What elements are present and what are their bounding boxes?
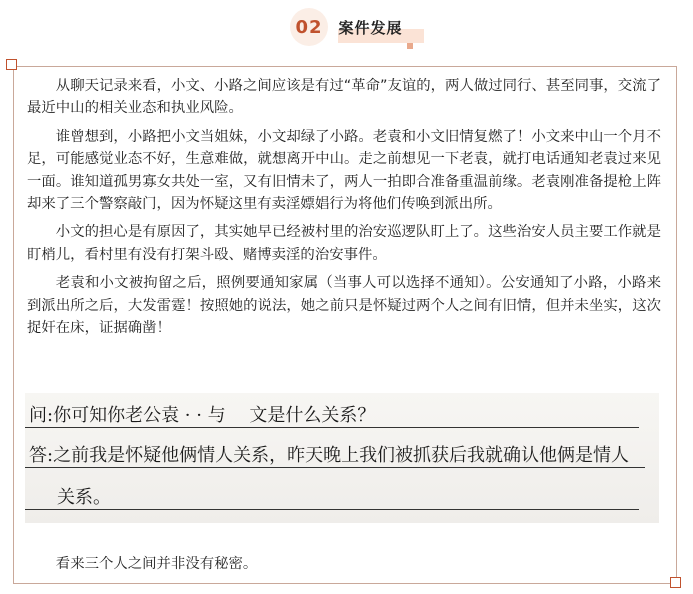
article-body bbox=[27, 75, 661, 345]
transcript-rule bbox=[25, 467, 645, 468]
section-number-badge bbox=[290, 8, 330, 46]
section-title-wrap bbox=[338, 17, 402, 38]
transcript-question: 问:你可知你老公袁 · · 与 文是什么关系？ bbox=[29, 405, 376, 426]
paragraph: 从聊天记录来看，小文、小路之间应该是有过“革命”友谊的，两人做过同行、甚至同事，交流了最近中山的相关业态和执业风险。 bbox=[27, 78, 661, 117]
section-title-dot bbox=[407, 43, 413, 49]
transcript-rule bbox=[25, 427, 639, 428]
paragraph: 小文的担心是有原因了，其实她早已经被村里的治安巡逻队盯上了。这些治安人员主要工作就是盯梢儿，看村里有没有打架斗殴、赌博卖淫的治安事件。 bbox=[27, 224, 661, 263]
transcript-answer-continued: 关系。 bbox=[57, 487, 111, 508]
frame-corner-top-left bbox=[6, 59, 17, 70]
transcript-answer: 答:之前我是怀疑他俩情人关系，昨天晚上我们被抓获后我就确认他俩是情人 bbox=[29, 445, 630, 466]
section-title: 案件发展 bbox=[338, 18, 403, 37]
transcript-photo bbox=[25, 393, 659, 523]
section-number: 02 bbox=[295, 17, 323, 38]
frame-corner-bottom-right bbox=[670, 577, 681, 588]
section-header bbox=[0, 8, 693, 46]
paragraph: 谁曾想到，小路把小文当姐妹，小文却绿了小路。老袁和小文旧情复燃了！小文来中山一个月不足，可能感觉业态不好，生意难做，就想离开中山。走之前想见一下老袁，就打电话通知老袁过来见一面。谁知道孤男寡女共处一室，又有旧情未了，两人一拍即合准备重温前缘。老袁刚准备提枪上阵却来了三个警察敲门，因为怀疑这里有卖淫嫖娼行为将他们传唤到派出所。 bbox=[27, 128, 661, 213]
transcript-rule bbox=[25, 509, 639, 510]
paragraph: 老袁和小文被拘留之后，照例要通知家属（当事人可以选择不通知）。公安通知了小路，小路来到派出所之后，大发雷霆！按照她的说法，她之前只是怀疑过两个人之间有旧情，但并未坐实，这次捉奸在床，证据确凿！ bbox=[27, 275, 661, 337]
closing-paragraph: 看来三个人之间并非没有秘密。 bbox=[55, 556, 258, 573]
